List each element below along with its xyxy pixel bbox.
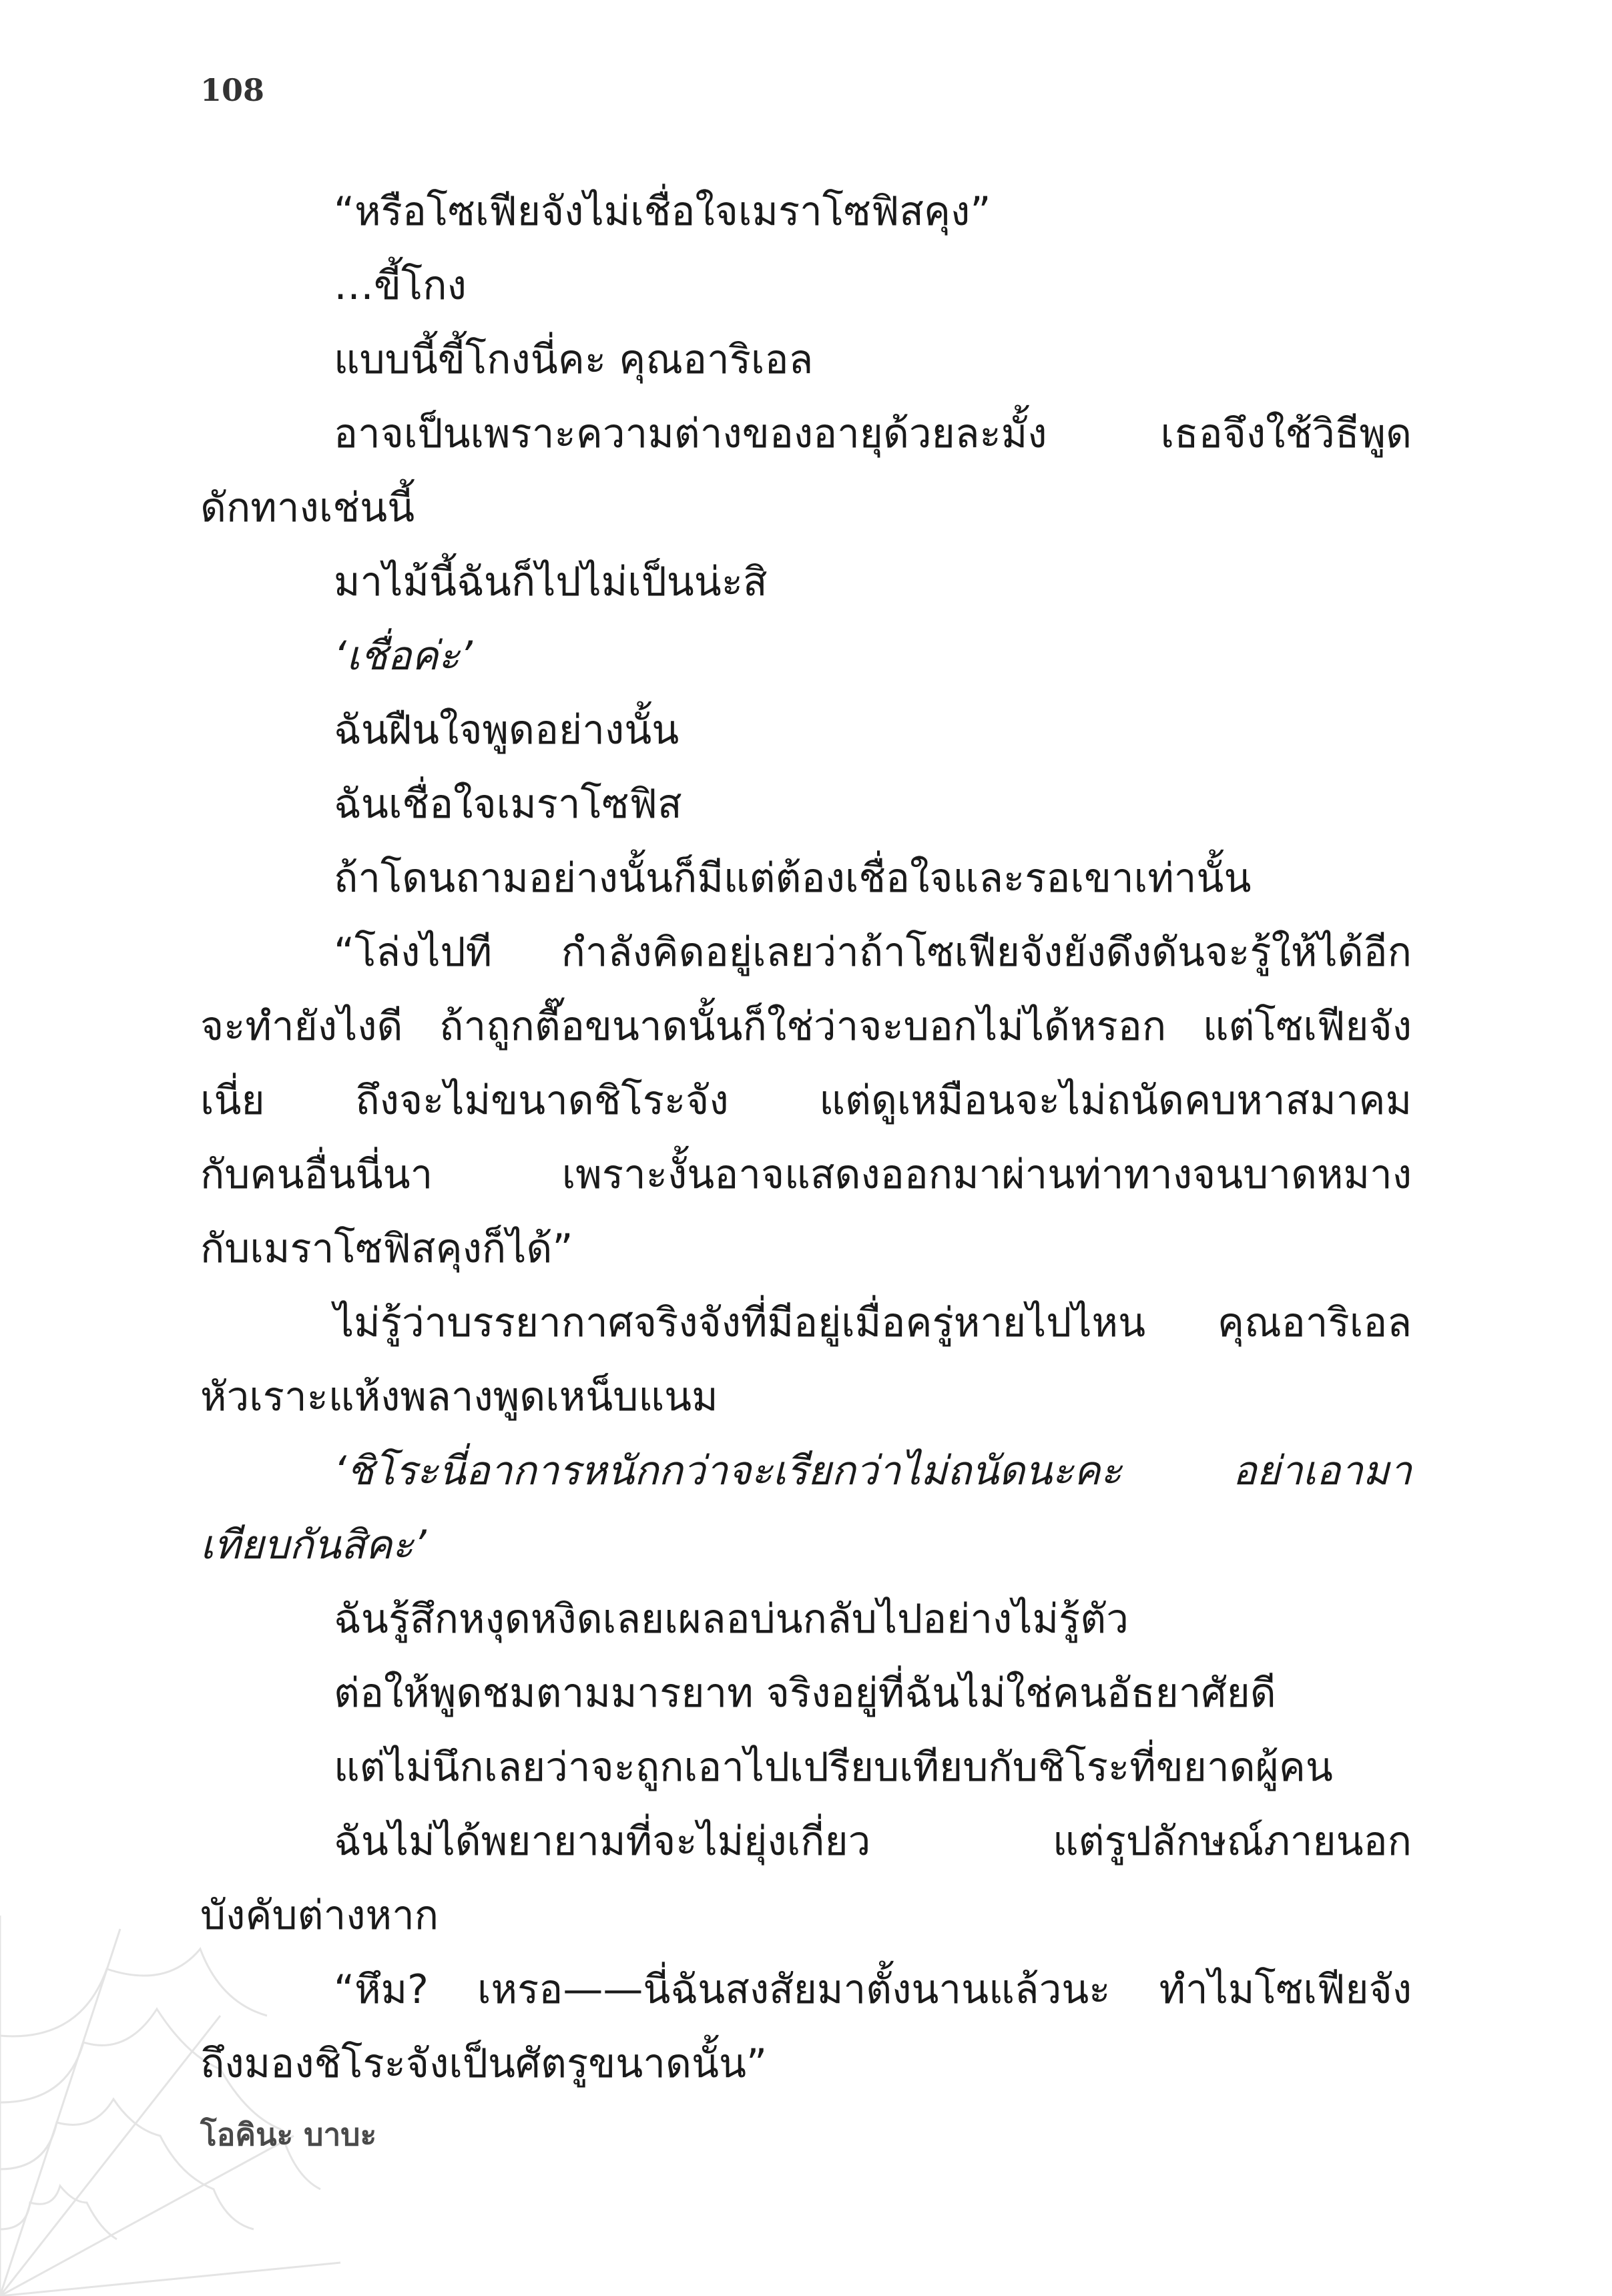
text-line: แบบนี้ขี้โกงนี่คะ คุณอาริเอล bbox=[334, 336, 814, 383]
text-line: ‘ชิโระนี่อาการหนักกว่าจะเรียกว่าไม่ถนัดนะคะ อย่าเอามา bbox=[334, 1448, 1412, 1494]
text-line: เทียบกันสิคะ’ bbox=[200, 1522, 427, 1568]
text-line: …ขี้โกง bbox=[334, 262, 467, 309]
page-number: 108 bbox=[200, 72, 265, 108]
spider-web-decoration bbox=[0, 1916, 347, 2296]
text-line: ถึงมองชิโระจังเป็นศัตรูขนาดนั้น” bbox=[200, 2040, 768, 2087]
text-line: จะทำยังไงดี ถ้าถูกตื๊อขนาดนั้นก็ใช่ว่าจะบอกไม่ได้หรอก แต่โซเฟียจัง bbox=[200, 1003, 1412, 1050]
text-line: “หรือโซเฟียจังไม่เชื่อใจเมราโซฟิสคุง” bbox=[334, 188, 991, 235]
text-line: “หึม? เหรอ——นี่ฉันสงสัยมาตั้งนานแล้วนะ ทำไมโซเฟียจัง bbox=[334, 1966, 1412, 2013]
footer-author: โอคินะ บาบะ bbox=[200, 2116, 377, 2152]
text-line: หัวเราะแห้งพลางพูดเหน็บแนม bbox=[200, 1374, 718, 1420]
text-line: กับคนอื่นนี่นา เพราะงั้นอาจแสดงออกมาผ่านท่าทางจนบาดหมาง bbox=[200, 1151, 1412, 1198]
text-line: ฉันฝืนใจพูดอย่างนั้น bbox=[334, 707, 680, 754]
text-line: ต่อให้พูดชมตามมารยาท จริงอยู่ที่ฉันไม่ใช่คนอัธยาศัยดี bbox=[334, 1670, 1276, 1717]
text-line: ถ้าโดนถามอย่างนั้นก็มีแต่ต้องเชื่อใจและรอเขาเท่านั้น bbox=[334, 855, 1252, 902]
text-line: ‘เชื่อค่ะ’ bbox=[334, 633, 473, 679]
text-line: อาจเป็นเพราะความต่างของอายุด้วยละมั้ง เธอจึงใช้วิธีพูด bbox=[334, 410, 1412, 457]
text-line: ฉันเชื่อใจเมราโซฟิส bbox=[334, 781, 682, 828]
text-line: “โล่งไปที กำลังคิดอยู่เลยว่าถ้าโซเฟียจังยังดึงดันจะรู้ให้ได้อีก bbox=[334, 929, 1412, 976]
text-line: ฉันไม่ได้พยายามที่จะไม่ยุ่งเกี่ยว แต่รูปลักษณ์ภายนอก bbox=[334, 1818, 1412, 1865]
text-line: กับเมราโซฟิสคุงก็ได้” bbox=[200, 1225, 573, 1272]
text-line: แต่ไม่นึกเลยว่าจะถูกเอาไปเปรียบเทียบกับชิโระที่ขยาดผู้คน bbox=[334, 1744, 1333, 1791]
text-line: ดักทางเช่นนี้ bbox=[200, 485, 415, 531]
text-line: เนี่ย ถึงจะไม่ขนาดชิโระจัง แต่ดูเหมือนจะไม่ถนัดคบหาสมาคม bbox=[200, 1077, 1412, 1124]
text-line: ไม่รู้ว่าบรรยากาศจริงจังที่มีอยู่เมื่อครู่หายไปไหน คุณอาริเอล bbox=[334, 1300, 1412, 1346]
text-line: ฉันรู้สึกหงุดหงิดเลยเผลอบ่นกลับไปอย่างไม่รู้ตัว bbox=[334, 1596, 1129, 1643]
text-line: มาไม้นี้ฉันก็ไปไม่เป็นน่ะสิ bbox=[334, 559, 768, 605]
text-line: บังคับต่างหาก bbox=[200, 1892, 439, 1939]
